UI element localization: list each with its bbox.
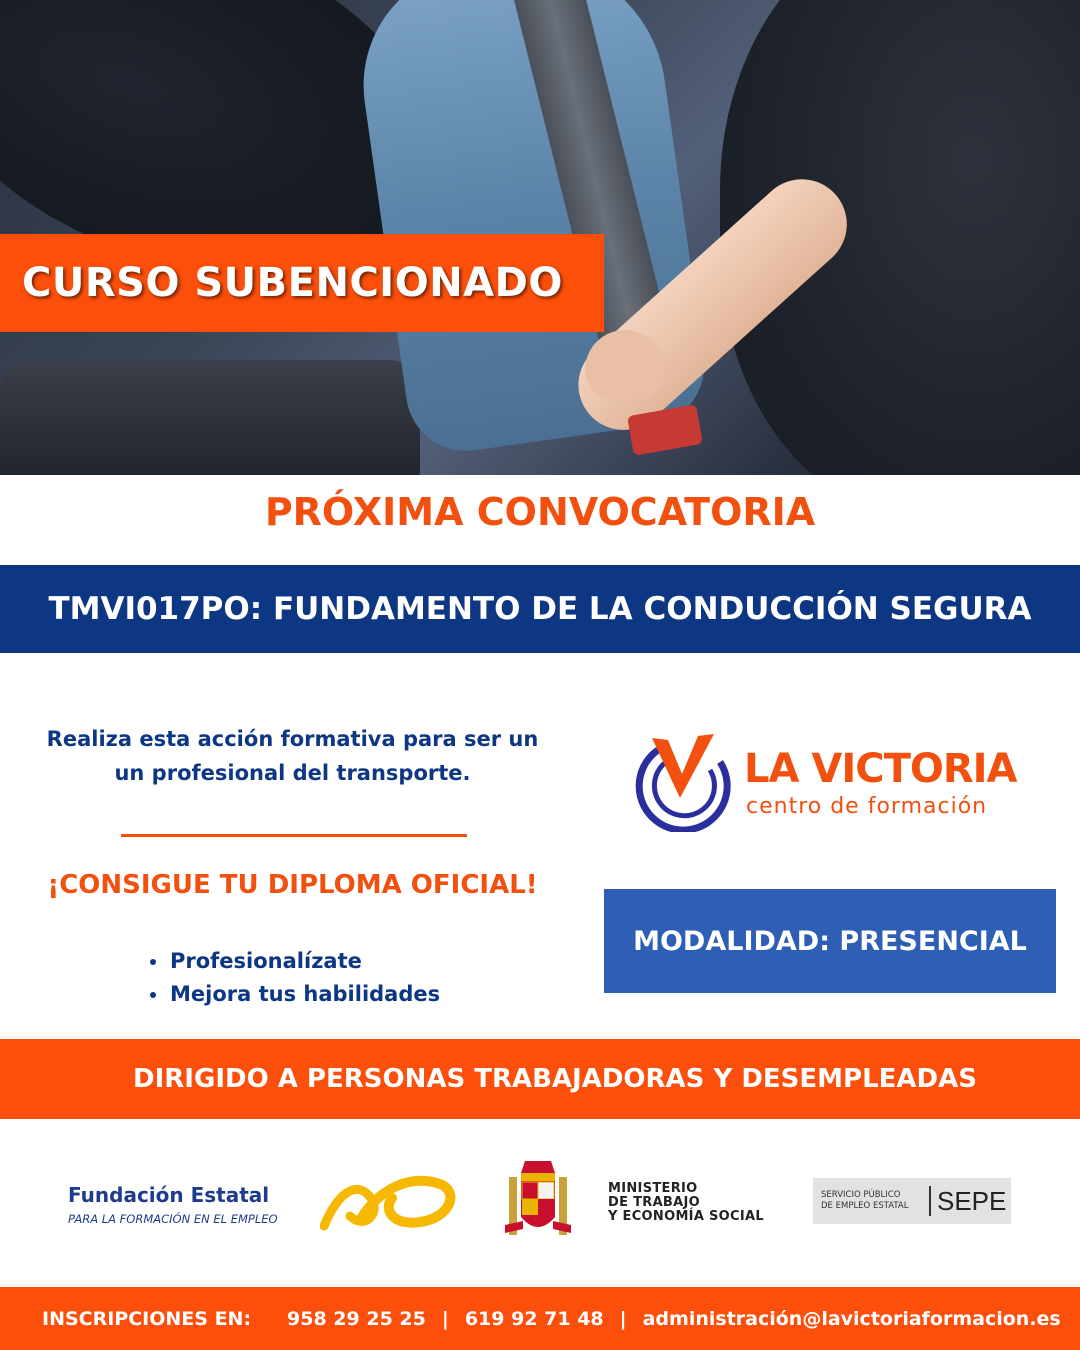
fundacion-estatal-logo	[68, 1183, 278, 1226]
list-item-label: Profesionalízate	[170, 949, 362, 973]
benefits-list	[150, 945, 440, 1011]
spain-coat-of-arms-icon	[503, 1155, 573, 1243]
modalidad-label: MODALIDAD: PRESENCIAL	[633, 925, 1027, 957]
sepe-divider	[929, 1186, 931, 1216]
target-audience-label: DIRIGIDO A PERSONAS TRABAJADORAS Y DESEMPLEADAS	[133, 1064, 977, 1094]
sepe-title: SEPE	[937, 1185, 1007, 1216]
phone-1[interactable]: 958 29 25 25	[287, 1307, 426, 1330]
list-item	[150, 945, 440, 978]
separator: |	[441, 1307, 449, 1330]
sponsor-logos	[0, 1150, 1080, 1250]
ministry-label	[608, 1182, 764, 1224]
email-link[interactable]: administración@lavictoriaformacion.es	[642, 1307, 1061, 1330]
sepe-logo	[813, 1178, 1011, 1224]
sepe-small-text	[813, 1190, 923, 1212]
divider	[121, 834, 467, 837]
sepe-line-1: SERVICIO PÚBLICO	[821, 1190, 901, 1200]
modalidad-box	[604, 889, 1056, 993]
logo-title: LA VICTORIA	[744, 746, 1017, 792]
footer-contact-bar	[0, 1287, 1080, 1350]
victoria-v-icon	[628, 732, 738, 832]
list-item-label: Mejora tus habilidades	[170, 982, 441, 1006]
separator: |	[619, 1307, 627, 1330]
target-audience-band	[0, 1039, 1080, 1119]
sepe-line-2: DE EMPLEO ESTATAL	[821, 1201, 909, 1211]
bullet-icon	[150, 959, 156, 965]
footer-label: INSCRIPCIONES EN:	[42, 1307, 252, 1330]
phone-2[interactable]: 619 92 71 48	[464, 1307, 604, 1330]
logo-subtitle: centro de formación	[746, 794, 988, 819]
fundacion-title: Fundación Estatal	[68, 1183, 270, 1207]
intro-text	[40, 722, 545, 790]
diploma-heading: ¡CONSIGUE TU DIPLOMA OFICIAL!	[47, 870, 538, 900]
ministry-line-1: MINISTERIO	[608, 1181, 698, 1196]
hand-shape	[585, 330, 665, 400]
course-badge-label: CURSO SUBENCIONADO	[22, 260, 563, 306]
list-item	[150, 978, 440, 1011]
la-victoria-logo	[628, 732, 1028, 832]
intro-line-1: Realiza esta acción formativa para ser un	[46, 727, 539, 751]
fundacion-mark-icon	[320, 1168, 460, 1233]
intro-line-2: un profesional del transporte.	[114, 761, 471, 785]
car-console-shape	[0, 360, 420, 475]
course-badge	[0, 234, 604, 332]
course-title-band	[0, 565, 1080, 653]
ministry-line-2: DE TRABAJO	[608, 1195, 700, 1210]
course-title: TMVI017PO: FUNDAMENTO DE LA CONDUCCIÓN SEGURA	[48, 591, 1032, 627]
fundacion-subtitle: PARA LA FORMACIÓN EN EL EMPLEO	[68, 1212, 278, 1226]
bullet-icon	[150, 992, 156, 998]
ministry-line-3: Y ECONOMÍA SOCIAL	[608, 1209, 764, 1224]
headline: PRÓXIMA CONVOCATORIA	[264, 490, 816, 534]
